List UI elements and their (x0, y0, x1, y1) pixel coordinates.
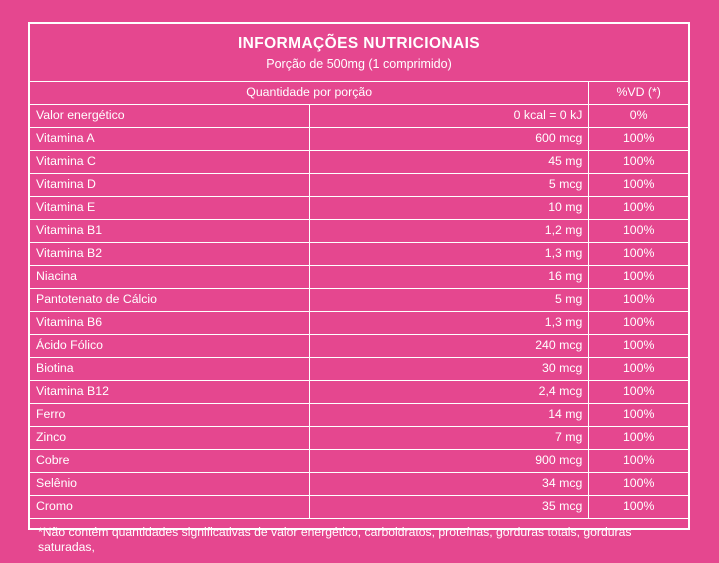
table-row (30, 312, 688, 335)
nutrient-daily-value: 100% (589, 335, 688, 358)
table-row (30, 128, 688, 151)
table-row (30, 289, 688, 312)
nutrient-name: Biotina (30, 358, 309, 381)
nutrient-amount: 1,2 mg (309, 220, 588, 243)
nutrient-daily-value: 100% (589, 450, 688, 473)
table-row (30, 358, 688, 381)
table-row (30, 473, 688, 496)
nutrient-daily-value: 100% (589, 358, 688, 381)
nutrient-amount: 35 mcg (309, 496, 588, 519)
nutrient-daily-value: 100% (589, 473, 688, 496)
serving-size: Porção de 500mg (1 comprimido) (266, 57, 452, 71)
nutrient-daily-value: 100% (589, 128, 688, 151)
nutrient-name: Ácido Fólico (30, 335, 309, 358)
nutrient-daily-value: 100% (589, 266, 688, 289)
nutrient-daily-value: 100% (589, 404, 688, 427)
nutrient-daily-value: 100% (589, 427, 688, 450)
nutrient-amount: 45 mg (309, 151, 588, 174)
nutrient-daily-value: 0% (589, 105, 688, 128)
nutrient-amount: 14 mg (309, 404, 588, 427)
table-row (30, 151, 688, 174)
nutrient-amount: 10 mg (309, 197, 588, 220)
nutrient-amount: 16 mg (309, 266, 588, 289)
nutrient-amount: 1,3 mg (309, 243, 588, 266)
nutrient-name: Selênio (30, 473, 309, 496)
nutrient-daily-value: 100% (589, 220, 688, 243)
table-row (30, 266, 688, 289)
nutrient-amount: 7 mg (309, 427, 588, 450)
nutrient-amount: 600 mcg (309, 128, 588, 151)
table-row (30, 496, 688, 519)
nutrient-name: Valor energético (30, 105, 309, 128)
table-row (30, 220, 688, 243)
nutrient-name: Vitamina B2 (30, 243, 309, 266)
nutrient-amount: 2,4 mcg (309, 381, 588, 404)
table-body (30, 105, 688, 519)
nutrient-name: Zinco (30, 427, 309, 450)
nutrient-amount: 34 mcg (309, 473, 588, 496)
nutrient-amount: 30 mcg (309, 358, 588, 381)
table-header-row (30, 82, 688, 105)
nutrient-amount: 0 kcal = 0 kJ (309, 105, 588, 128)
nutrient-daily-value: 100% (589, 496, 688, 519)
table-row (30, 404, 688, 427)
table-header (30, 82, 688, 105)
nutrient-name: Cobre (30, 450, 309, 473)
nutrient-daily-value: 100% (589, 312, 688, 335)
nutrition-table (30, 81, 688, 518)
table-row (30, 174, 688, 197)
nutrient-name: Vitamina D (30, 174, 309, 197)
column-header-vd: %VD (*) (589, 82, 688, 105)
nutrient-name: Vitamina B12 (30, 381, 309, 404)
column-header-quantity: Quantidade por porção (30, 82, 589, 105)
nutrient-name: Vitamina E (30, 197, 309, 220)
table-row (30, 427, 688, 450)
nutrient-name: Vitamina B1 (30, 220, 309, 243)
label-header (30, 24, 688, 81)
nutrient-amount: 5 mg (309, 289, 588, 312)
nutrient-name: Vitamina B6 (30, 312, 309, 335)
nutrient-daily-value: 100% (589, 289, 688, 312)
table-row (30, 450, 688, 473)
nutrient-daily-value: 100% (589, 151, 688, 174)
table-row (30, 105, 688, 128)
page-title: INFORMAÇÕES NUTRICIONAIS (237, 35, 481, 52)
table-row (30, 243, 688, 266)
nutrient-daily-value: 100% (589, 174, 688, 197)
nutrient-amount: 240 mcg (309, 335, 588, 358)
nutrient-name: Cromo (30, 496, 309, 519)
nutrient-name: Vitamina C (30, 151, 309, 174)
nutrient-daily-value: 100% (589, 243, 688, 266)
table-row (30, 335, 688, 358)
nutrient-name: Vitamina A (30, 128, 309, 151)
footnote: *Não contém quantidades significativas de valor energético, carboidratos, proteínas, gorduras totais, gorduras saturadas, (30, 518, 688, 563)
nutrient-daily-value: 100% (589, 381, 688, 404)
table-row (30, 197, 688, 220)
nutrient-amount: 5 mcg (309, 174, 588, 197)
nutrient-name: Niacina (30, 266, 309, 289)
nutrient-amount: 900 mcg (309, 450, 588, 473)
nutrient-amount: 1,3 mg (309, 312, 588, 335)
nutrient-daily-value: 100% (589, 197, 688, 220)
nutrient-name: Ferro (30, 404, 309, 427)
nutrient-name: Pantotenato de Cálcio (30, 289, 309, 312)
nutrition-label (28, 22, 690, 554)
table-row (30, 381, 688, 404)
